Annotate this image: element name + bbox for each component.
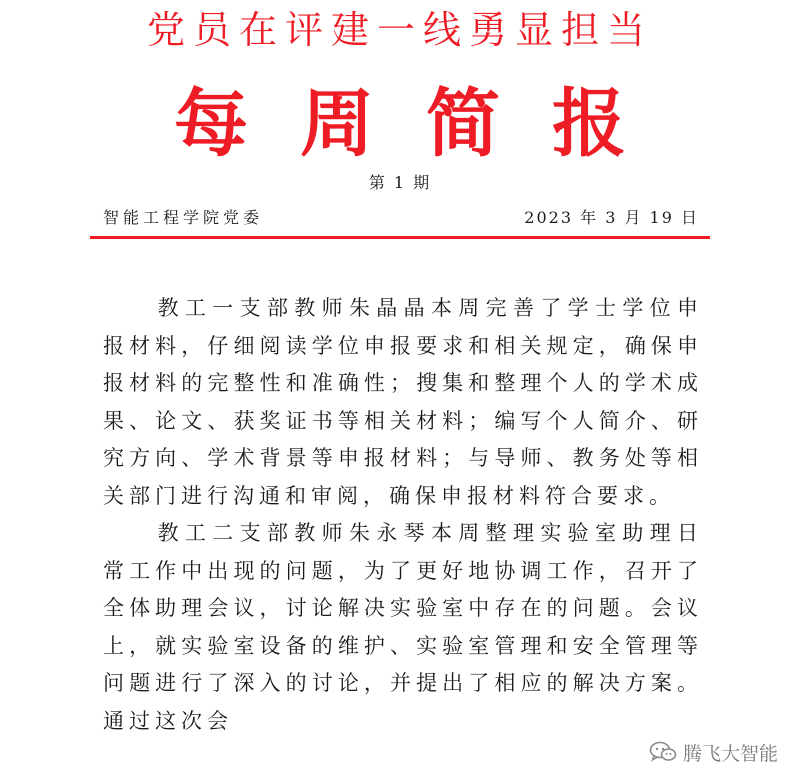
masthead-title: 每周简报 xyxy=(174,81,678,167)
banner-title: 党员在评建一线勇显担当 xyxy=(146,8,653,52)
watermark-text: 腾飞大智能 xyxy=(682,742,778,765)
issue-number: 第 1 期 xyxy=(368,173,432,192)
article-paragraph-2: 教工二支部教师朱永琴本周整理实验室助理日常工作中出现的问题，为了更好地协调工作，召开了全体助理会议，讨论解决实验室中存在的问题。会议上，就实验室设备的维护、实验室管理和安全管理等问题进行了深入的讨论，并提出了相应的解决方案。通过这次会 xyxy=(103,521,703,733)
publisher-org: 智能工程学院党委 xyxy=(103,208,264,227)
header-divider xyxy=(90,236,710,239)
wechat-icon xyxy=(649,741,677,763)
watermark xyxy=(649,738,778,766)
article-paragraph-1: 教工一支部教师朱晶晶本周完善了学士学位申报材料，仔细阅读学位申报要求和相关规定，确保申报材料的完整性和准确性；搜集和整理个人的学术成果、论文、获奖证书等相关材料；编写个人简介、研究方向、学术背景等申报材料；与导师、教务处等相关部门进行沟通和审阅，确保申报材料符合要求。 xyxy=(103,296,703,508)
article-body xyxy=(103,290,703,740)
meta-row xyxy=(103,206,699,230)
publish-date: 2023 年 3 月 19 日 xyxy=(524,208,699,227)
